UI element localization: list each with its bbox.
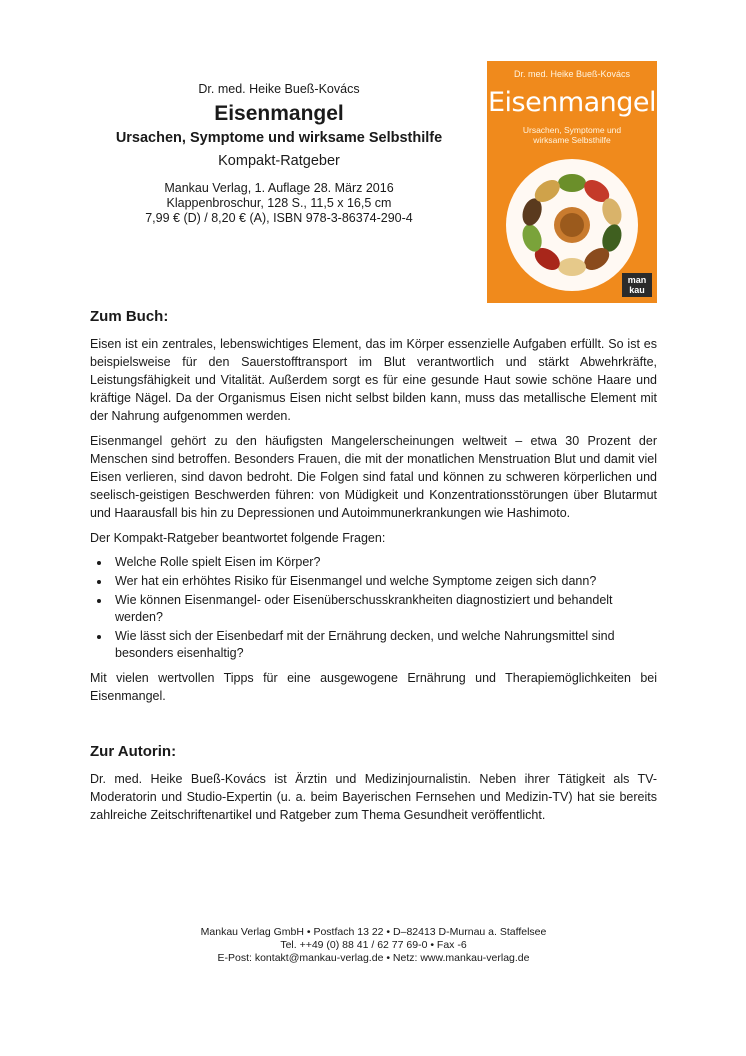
footer-address: Mankau Verlag GmbH • Postfach 13 22 • D–82413 D-Murnau a. Staffelsee [200, 926, 547, 938]
book-subtitle: Ursachen, Symptome und wirksame Selbsthilfe [115, 130, 443, 146]
book-format-line: Klappenbroschur, 128 S., 11,5 x 16,5 cm [166, 196, 392, 210]
press-header [90, 82, 468, 226]
book-price-line: 7,99 € (D) / 8,20 € (A), ISBN 978-3-86374-290-4 [145, 211, 413, 225]
question-list [90, 554, 657, 662]
book-cover-image [487, 61, 657, 303]
book-paragraph: Eisen ist ein zentrales, lebenswichtiges Element, das im Körper essenzielle Aufgaben erfüllt. So ist es beispielsweise für den Sauerstofftransport im Blut verantwortlich und stärkt Abwehrkräfte, Leistungsfähigkeit und Vitalität. Außerdem sorgt es für eine gesunde Haut sowie schöne Haare und kräftige Nägel. Da der Organismus Eisen nicht selbst bilden kann, muss das metallische Element mit der Nahrung aufgenommen werden. [90, 337, 657, 423]
footer [90, 926, 657, 965]
list-item: • Welche Rolle spielt Eisen im Körper? [111, 554, 657, 571]
book-series: Kompakt-Ratgeber [218, 153, 340, 169]
food-bowl-shape [558, 258, 586, 276]
author-section-heading: Zur Autorin: [90, 743, 177, 760]
food-bowl-shape [558, 174, 586, 192]
footer-contact: E-Post: kontakt@mankau-verlag.de • Netz: www.mankau-verlag.de [217, 952, 530, 964]
cover-title: Eisenmangel [487, 87, 657, 118]
cover-subtitle: Ursachen, Symptome und wirksame Selbsthilfe [522, 125, 622, 145]
book-paragraph: Eisenmangel gehört zu den häufigsten Mangelerscheinungen weltweit – etwa 30 Prozent der Menschen sind betroffen. Besonders Frauen, die mit der monatlichen Menstruation Blut und damit viel Eisen verlieren, sind davon bedroht. Die Folgen sind fatal und können zu schweren körperlichen und seelisch-geistigen Beschwerden führen: von Müdigkeit und Konzentrationsstörungen über Blutarmut und Haarausfall bis hin zu Depressionen und Autoimmunerkrankungen wie Hashimoto. [90, 434, 657, 520]
publisher-logo: man kau [622, 273, 652, 297]
list-item: • Wer hat ein erhöhtes Risiko für Eisenmangel und welche Symptome zeigen sich dann? [111, 573, 657, 590]
cover-author: Dr. med. Heike Bueß-Kovács [513, 69, 631, 79]
list-item: • Wie können Eisenmangel- oder Eisenüberschusskrankheiten diagnostiziert und behandelt werden? [111, 592, 657, 626]
book-section-heading: Zum Buch: [90, 308, 169, 325]
footer-phone: Tel. ++49 (0) 88 41 / 62 77 69-0 • Fax -6 [280, 939, 467, 951]
book-title: Eisenmangel [214, 102, 344, 125]
main-content [90, 307, 657, 831]
book-publisher-line: Mankau Verlag, 1. Auflage 28. März 2016 [164, 181, 394, 195]
book-author: Dr. med. Heike Bueß-Kovács [198, 82, 360, 96]
book-paragraph: Der Kompakt-Ratgeber beantwortet folgende Fragen: [90, 531, 386, 545]
book-paragraph: Mit vielen wertvollen Tipps für eine ausgewogene Ernährung und Therapiemöglichkeiten bei Eisenmangel. [90, 671, 657, 703]
author-paragraph: Dr. med. Heike Bueß-Kovács ist Ärztin und Medizinjournalistin. Neben ihrer Tätigkeit als TV-Moderatorin und Studio-Expertin (u. a. beim Bayerischen Fernsehen und Medizin-TV) hat sie bereits zahlreiche Zeitschriftenartikel und Ratgeber zum Thema Gesundheit veröffentlicht. [90, 772, 657, 822]
list-item: • Wie lässt sich der Eisenbedarf mit der Ernährung decken, und welche Nahrungsmittel sind besonders eisenhaltig? [111, 628, 657, 662]
